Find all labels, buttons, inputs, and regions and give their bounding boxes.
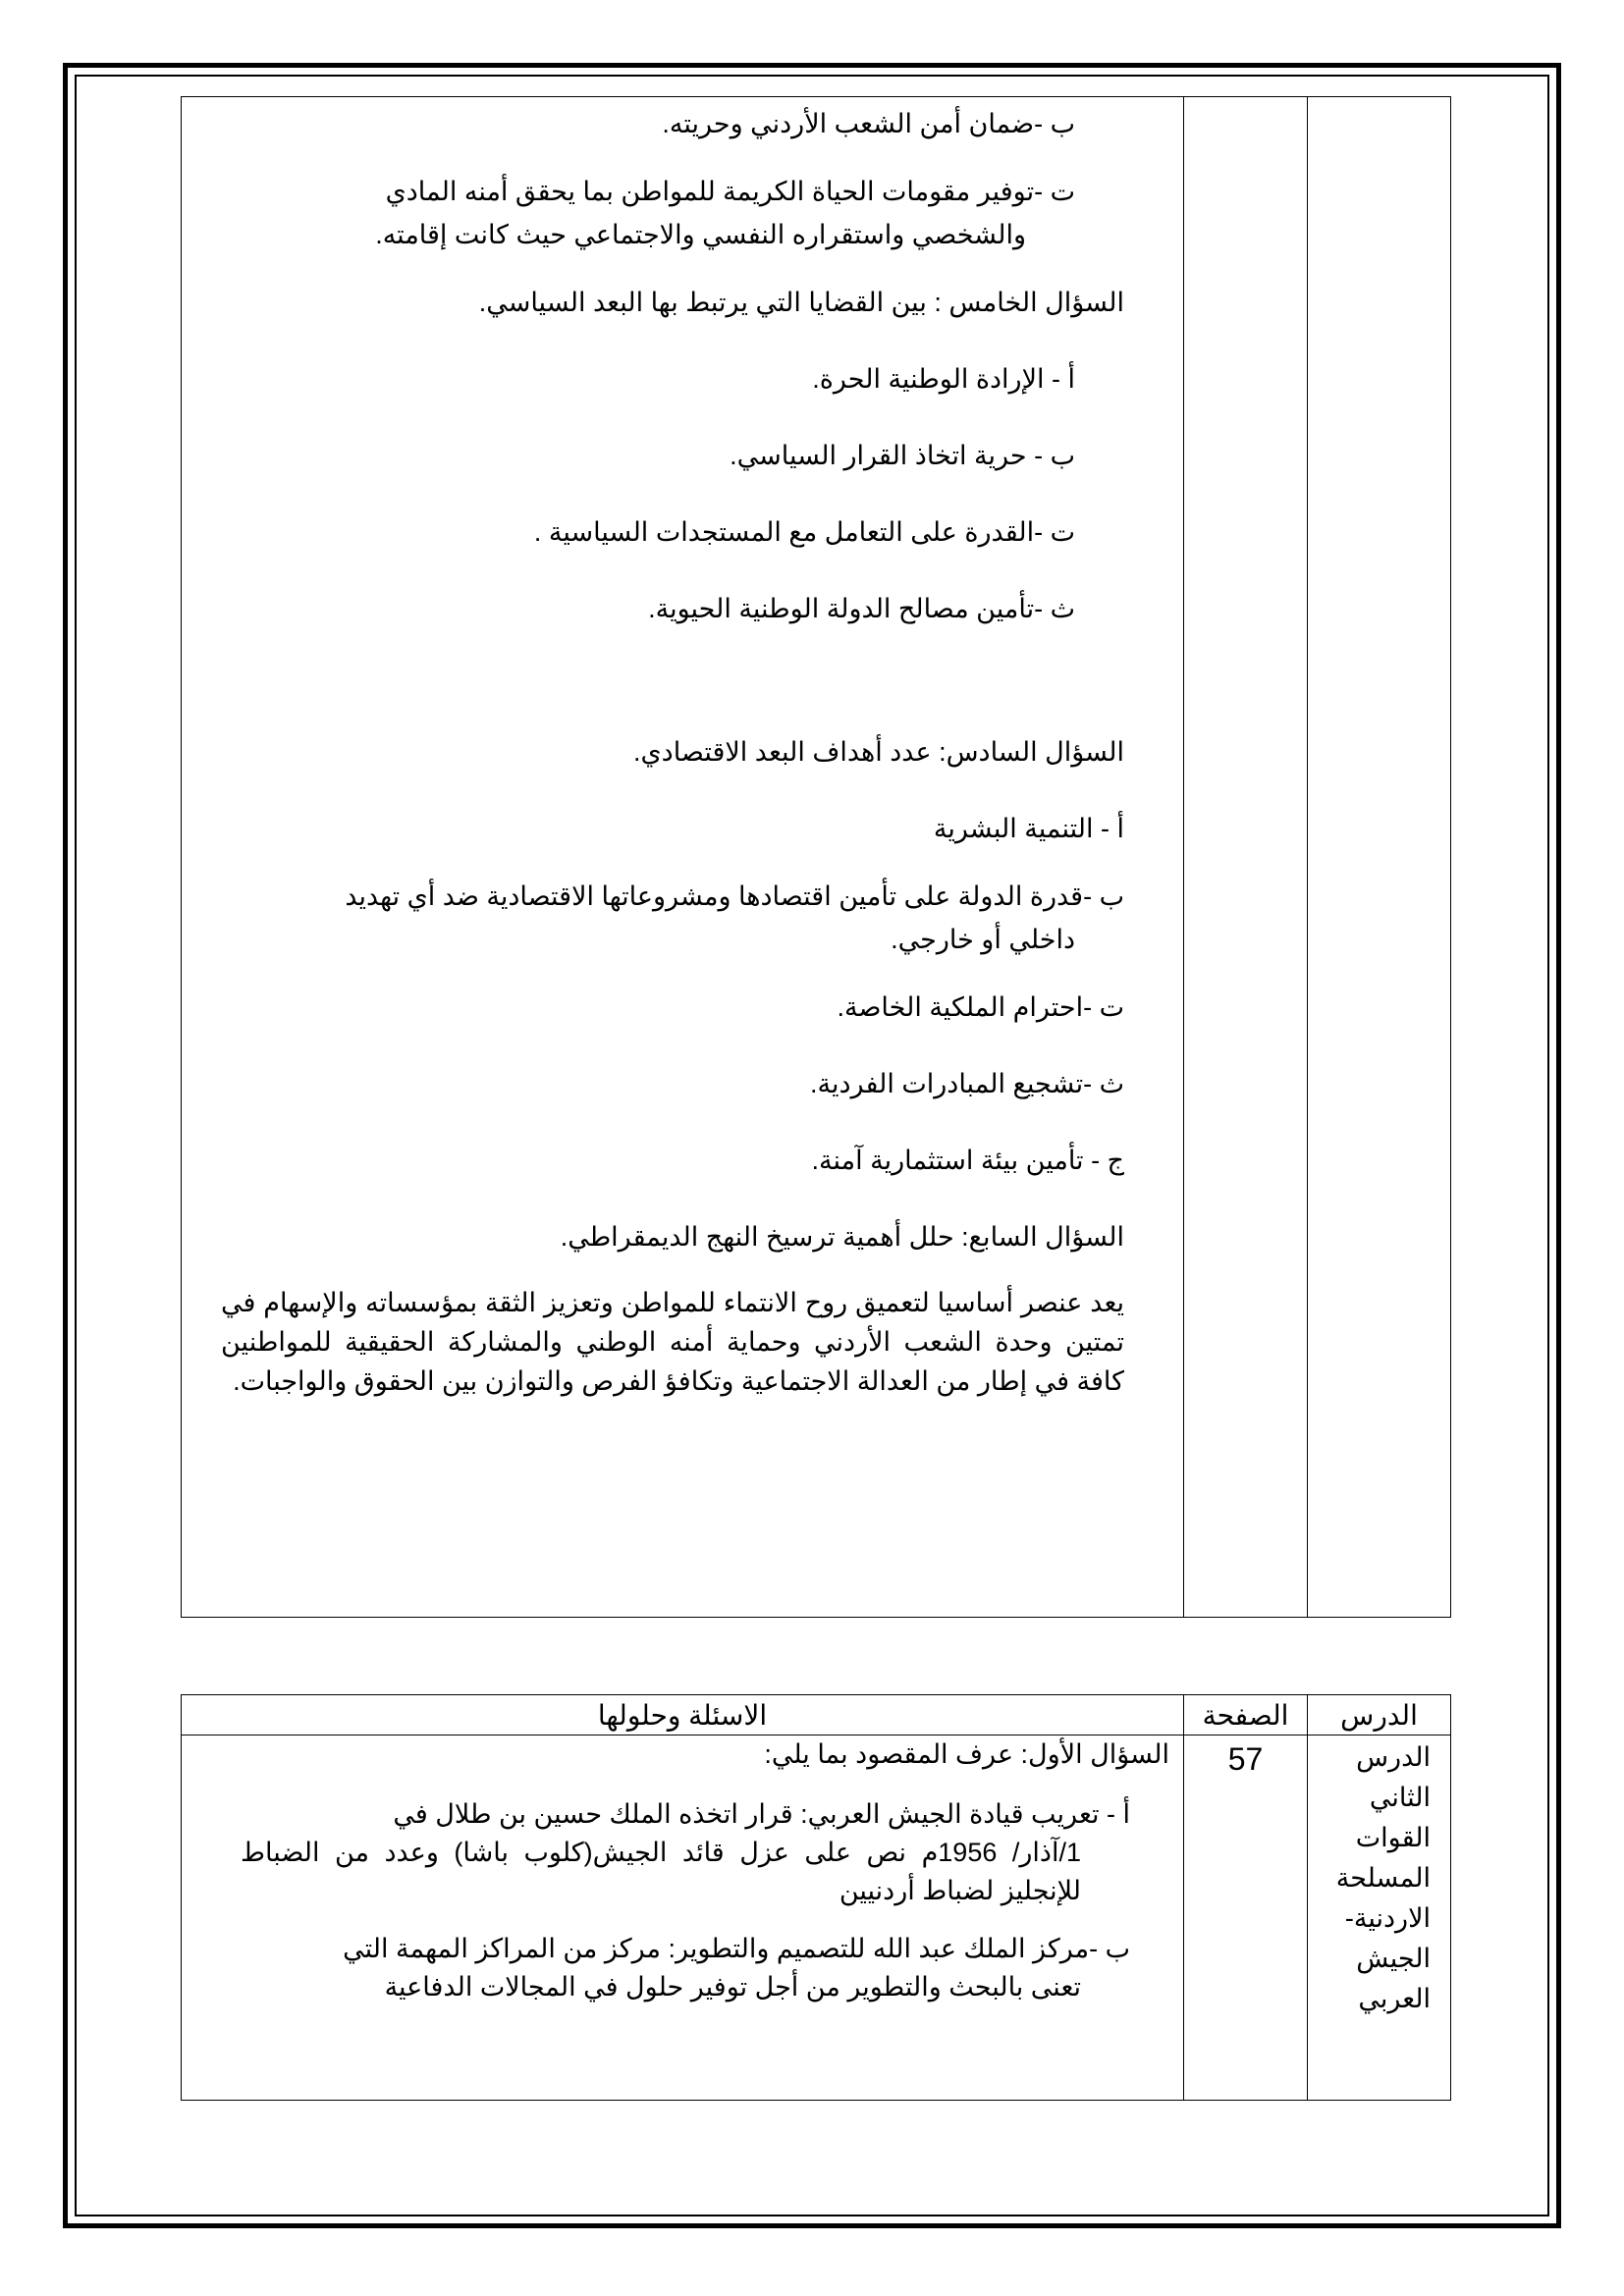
- answer-line: ج - تأمين بيئة استثمارية آمنة.: [811, 1146, 1124, 1175]
- answer-line: ت -توفير مقومات الحياة الكريمة للمواطن بما يحقق أمنه المادي والشخصي واستقراره النفسي والاجتماعي حيث كانت إقامته.: [375, 177, 1075, 249]
- qa-cell: [182, 1735, 1184, 2101]
- page-cell-empty: [1184, 97, 1308, 1618]
- lesson-header: الدرس: [1308, 1695, 1451, 1735]
- qa-cell: [182, 97, 1184, 1618]
- question-7: السؤال السابع: حلل أهمية ترسيخ النهج الديمقراطي.: [560, 1222, 1124, 1252]
- blank-space: [211, 633, 1124, 727]
- answer-line: ب - حرية اتخاذ القرار السياسي.: [730, 441, 1075, 470]
- answer-item-a: أ - تعريب قيادة الجيش العربي: قرار اتخذه الملك حسين بن طلال في 1/آذار/ 1956م نص على عزل قائد الجيش(كلوب باشا) وعدد من الضباط للإنجليز لضباط أردنيين: [241, 1799, 1130, 1905]
- answer-line: ب -ضمان أمن الشعب الأردني وحريته.: [662, 109, 1075, 138]
- answer-line: أ - الإرادة الوطنية الحرة.: [812, 364, 1075, 394]
- answer-line: ب -قدرة الدولة على تأمين اقتصادها ومشروعاتها الاقتصادية ضد أي تهديد داخلي أو خارجي.: [345, 881, 1124, 954]
- question-5: السؤال الخامس : بين القضايا التي يرتبط بها البعد السياسي.: [478, 288, 1124, 317]
- qa-header: الاسئلة وحلولها: [182, 1695, 1184, 1735]
- answer-line: ت -احترام الملكية الخاصة.: [837, 992, 1124, 1022]
- answer-line: أ - التنمية البشرية: [933, 814, 1124, 843]
- page-number: 57: [1184, 1735, 1308, 2101]
- question-1: السؤال الأول: عرف المقصود بما يلي:: [764, 1739, 1169, 1769]
- answer-item-b: ب -مركز الملك عبد الله للتصميم والتطوير: مركز من المراكز المهمة التي تعنى بالبحث والتطوير من أجل توفير حلول في المجالات الدفاعية: [343, 1934, 1130, 2002]
- answer-line: ث -تأمين مصالح الدولة الوطنية الحيوية.: [648, 594, 1075, 623]
- answer-line: ت -القدرة على التعامل مع المستجدات السياسية .: [533, 517, 1075, 547]
- answer-paragraph: يعد عنصر أساسيا لتعميق روح الانتماء للمواطن وتعزيز الثقة بمؤسساته والإسهام في تمتين وحدة الشعب الأردني وحماية أمنه الوطني والمشاركة الحقيقية للمواطنين كافة في إطار من العدالة الاجتماعية وتكافؤ الفرص والتوازن بين الحقوق والواجبات.: [221, 1288, 1125, 1396]
- lesson-cell-empty: [1308, 97, 1451, 1618]
- lesson-name: الدرس الثاني القوات المسلحة الاردنية- الجيش العربي: [1308, 1735, 1451, 2101]
- page-header: الصفحة: [1184, 1695, 1308, 1735]
- answers-table-continued: [181, 96, 1451, 1618]
- answer-line: ث -تشجيع المبادرات الفردية.: [810, 1069, 1124, 1098]
- question-6: السؤال السادس: عدد أهداف البعد الاقتصادي.: [633, 737, 1124, 767]
- lesson2-table: [181, 1694, 1451, 2101]
